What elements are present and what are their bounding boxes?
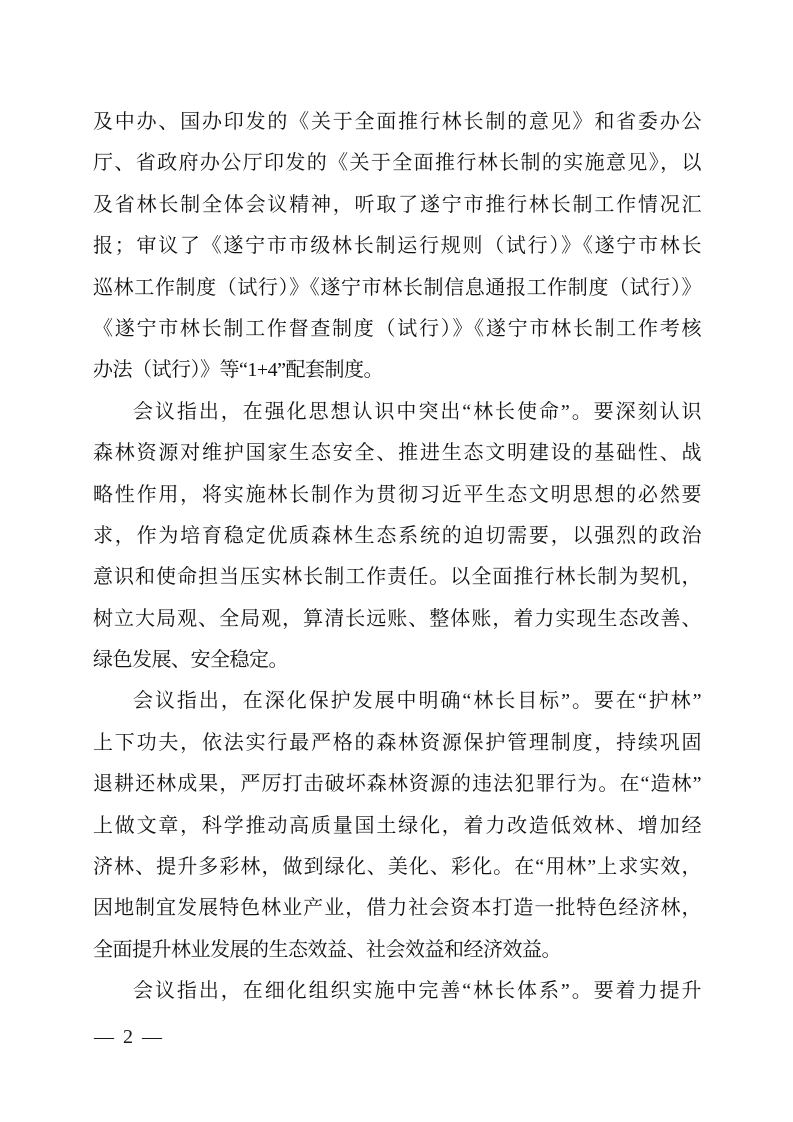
text-line: 因地制宜发展特色林业产业，借力社会资本打造一批特色经济林， [93,897,701,920]
text-line: 《遂宁市林长制工作督查制度（试行）》《遂宁市林长制工作考核 [93,317,701,340]
document-body [93,102,701,1013]
text-line: 及省林长制全体会议精神，听取了遂宁市推行林长制工作情况汇 [93,193,701,216]
text-line: 济林、提升多彩林，做到绿化、美化、彩化。在“用林”上求实效， [93,856,701,879]
text-line: 巡林工作制度（试行）》《遂宁市林长制信息通报工作制度（试行）》 [93,276,701,299]
text-line: 上做文章，科学推动高质量国土绿化，着力改造低效林、增加经 [93,814,701,837]
text-line: 森林资源对维护国家生态安全、推进生态文明建设的基础性、战 [93,442,701,465]
text-line: 全面提升林业发展的生态效益、社会效益和经济效益。 [93,938,561,961]
text-line: 及中办、国办印发的《关于全面推行林长制的意见》和省委办公 [93,111,701,133]
text-line: 退耕还林成果，严厉打击破坏森林资源的违法犯罪行为。在“造林” [93,773,701,796]
text-line: 树立大局观、全局观，算清长远账、整体账，着力实现生态改善、 [93,607,701,630]
text-line: 意识和使命担当压实林长制工作责任。以全面推行林长制为契机， [93,566,701,589]
text-line: 绿色发展、安全稳定。 [93,649,288,672]
text-line: 办法（试行）》等“1+4”配套制度。 [93,359,384,382]
text-line: 厅、省政府办公厅印发的《关于全面推行林长制的实施意见》，以 [93,152,701,175]
text-line: 会议指出，在强化思想认识中突出“林长使命”。要深刻认识 [133,400,701,423]
text-line: 略性作用，将实施林长制作为贯彻习近平生态文明思想的必然要 [93,483,701,506]
page-number: — 2 — [94,1026,164,1048]
text-line: 上下功夫，依法实行最严格的森林资源保护管理制度，持续巩固 [93,731,701,754]
text-line: 求，作为培育稳定优质森林生态系统的迫切需要，以强烈的政治 [93,524,701,547]
text-line: 会议指出，在深化保护发展中明确“林长目标”。要在“护林” [133,690,701,713]
text-line: 会议指出，在细化组织实施中完善“林长体系”。要着力提升 [133,980,701,1003]
text-line: 报；审议了《遂宁市市级林长制运行规则（试行）》《遂宁市林长 [93,235,701,258]
